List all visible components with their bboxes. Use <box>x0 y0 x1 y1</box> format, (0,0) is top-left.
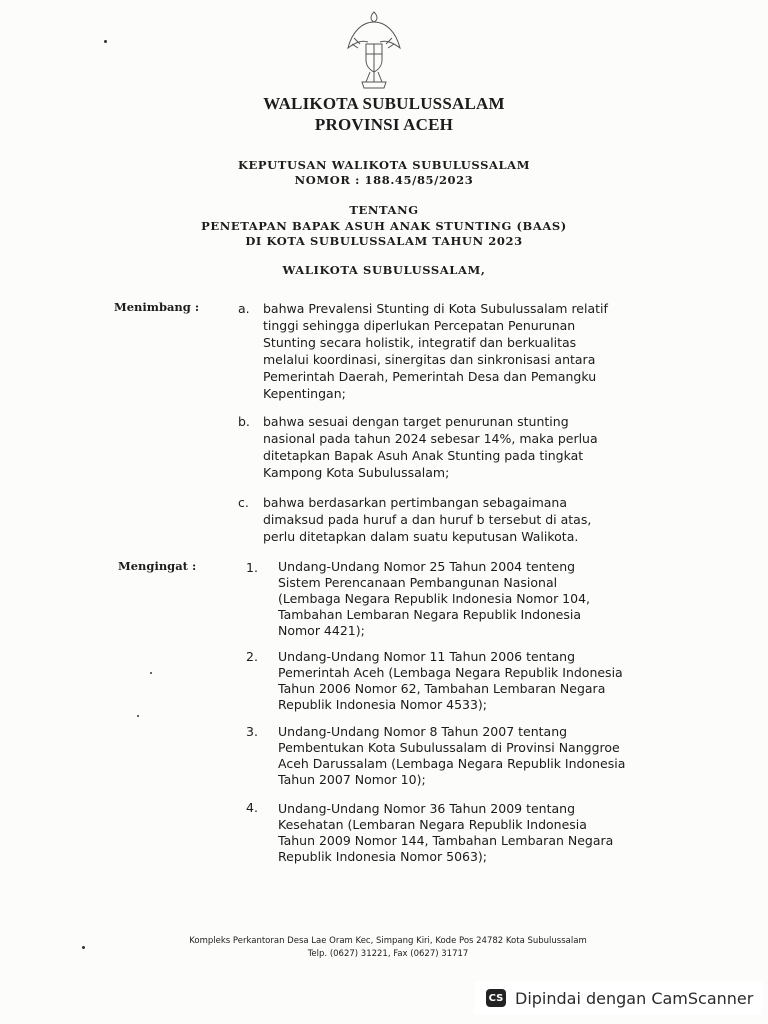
mengingat-marker-3: 3. <box>246 724 258 739</box>
menimbang-b-line: ditetapkan Bapak Asuh Anak Stunting pada tingkat <box>263 448 584 463</box>
footer-address: Kompleks Perkantoran Desa Lae Oram Kec, Simpang Kiri, Kode Pos 24782 Kota Subulussalam <box>189 936 587 946</box>
menimbang-marker-c: c. <box>238 495 249 510</box>
city-title: WALIKOTA SUBULUSSALAM <box>263 94 505 113</box>
mengingat-2-line: Republik Indonesia Nomor 4533); <box>278 697 488 712</box>
mengingat-1-line: Nomor 4421); <box>278 623 365 638</box>
mengingat-1-line: Tambahan Lembaran Negara Republik Indonesia <box>278 607 581 622</box>
mengingat-2-line: Pemerintah Aceh (Lembaga Negara Republik Indonesia <box>278 665 623 680</box>
menimbang-a-line: melalui koordinasi, sinergitas dan sinkronisasi antara <box>263 352 596 367</box>
menimbang-a-line: tinggi sehingga diperlukan Percepatan Penurunan <box>263 318 576 333</box>
mengingat-3-line: Pembentukan Kota Subulussalam di Provinsi Nanggroe <box>278 740 620 755</box>
scan-speck <box>137 715 139 717</box>
menimbang-b-line: nasional pada tahun 2024 sebesar 14%, maka perlua <box>263 431 598 446</box>
decree-issuer: WALIKOTA SUBULUSSALAM, <box>282 263 486 277</box>
menimbang-marker-b: b. <box>238 414 250 429</box>
mengingat-marker-4: 4. <box>246 800 258 815</box>
mengingat-3-line: Aceh Darussalam (Lembaga Negara Republik Indonesia <box>278 756 626 771</box>
mengingat-4-line: Undang-Undang Nomor 36 Tahun 2009 tentang <box>278 801 576 816</box>
province-title: PROVINSI ACEH <box>314 115 454 134</box>
scan-speck <box>82 946 85 949</box>
mengingat-2-line: Undang-Undang Nomor 11 Tahun 2006 tentang <box>278 649 576 664</box>
menimbang-a-line: Stunting secara holistik, integratif dan berkualitas <box>263 335 577 350</box>
menimbang-b-line: bahwa sesuai dengan target penurunan stunting <box>263 414 569 429</box>
decree-subject-line-2: DI KOTA SUBULUSSALAM TAHUN 2023 <box>245 234 523 248</box>
mengingat-4-line: Tahun 2009 Nomor 144, Tambahan Lembaran Negara <box>278 833 614 848</box>
mengingat-1-line: Undang-Undang Nomor 25 Tahun 2004 tenteng <box>278 559 576 574</box>
mengingat-4-line: Kesehatan (Lembaran Negara Republik Indonesia <box>278 817 587 832</box>
menimbang-c-line: dimaksud pada huruf a dan huruf b tersebut di atas, <box>263 512 592 527</box>
garuda-emblem-icon <box>344 8 404 92</box>
mengingat-marker-2: 2. <box>246 649 258 664</box>
decree-title: KEPUTUSAN WALIKOTA SUBULUSSALAM <box>237 158 531 172</box>
mengingat-3-line: Tahun 2007 Nomor 10); <box>278 772 426 787</box>
menimbang-b-line: Kampong Kota Subulussalam; <box>263 465 450 480</box>
menimbang-a-line: Kepentingan; <box>263 386 346 401</box>
menimbang-a-line: Pemerintah Daerah, Pemerintah Desa dan Pemangku <box>263 369 597 384</box>
mengingat-1-line: Sistem Perencanaan Pembangunan Nasional <box>278 575 558 590</box>
menimbang-c-line: bahwa berdasarkan pertimbangan sebagaimana <box>263 495 568 510</box>
footer-phone: Telp. (0627) 31221, Fax (0627) 31717 <box>307 949 469 959</box>
decree-about: TENTANG <box>349 203 419 217</box>
decree-number: NOMOR : 188.45/85/2023 <box>294 173 474 187</box>
scan-speck <box>150 672 152 674</box>
decree-subject-line-1: PENETAPAN BAPAK ASUH ANAK STUNTING (BAAS) <box>201 219 567 233</box>
camscanner-icon: CS <box>486 989 506 1007</box>
camscanner-label: Dipindai dengan CamScanner <box>515 988 754 1008</box>
menimbang-marker-a: a. <box>238 301 250 316</box>
mengingat-marker-1: 1. <box>246 560 258 575</box>
mengingat-3-line: Undang-Undang Nomor 8 Tahun 2007 tentang <box>278 724 568 739</box>
mengingat-2-line: Tahun 2006 Nomor 62, Tambahan Lembaran Negara <box>278 681 606 696</box>
scan-speck <box>104 40 107 43</box>
menimbang-c-line: perlu ditetapkan dalam suatu keputusan Walikota. <box>263 529 579 544</box>
mengingat-4-line: Republik Indonesia Nomor 5063); <box>278 849 488 864</box>
mengingat-label: Mengingat : <box>118 559 197 573</box>
menimbang-a-line: bahwa Prevalensi Stunting di Kota Subulussalam relatif <box>263 301 608 316</box>
camscanner-badge <box>474 981 762 1015</box>
mengingat-1-line: (Lembaga Negara Republik Indonesia Nomor 104, <box>278 591 591 606</box>
menimbang-label: Menimbang : <box>114 300 200 314</box>
